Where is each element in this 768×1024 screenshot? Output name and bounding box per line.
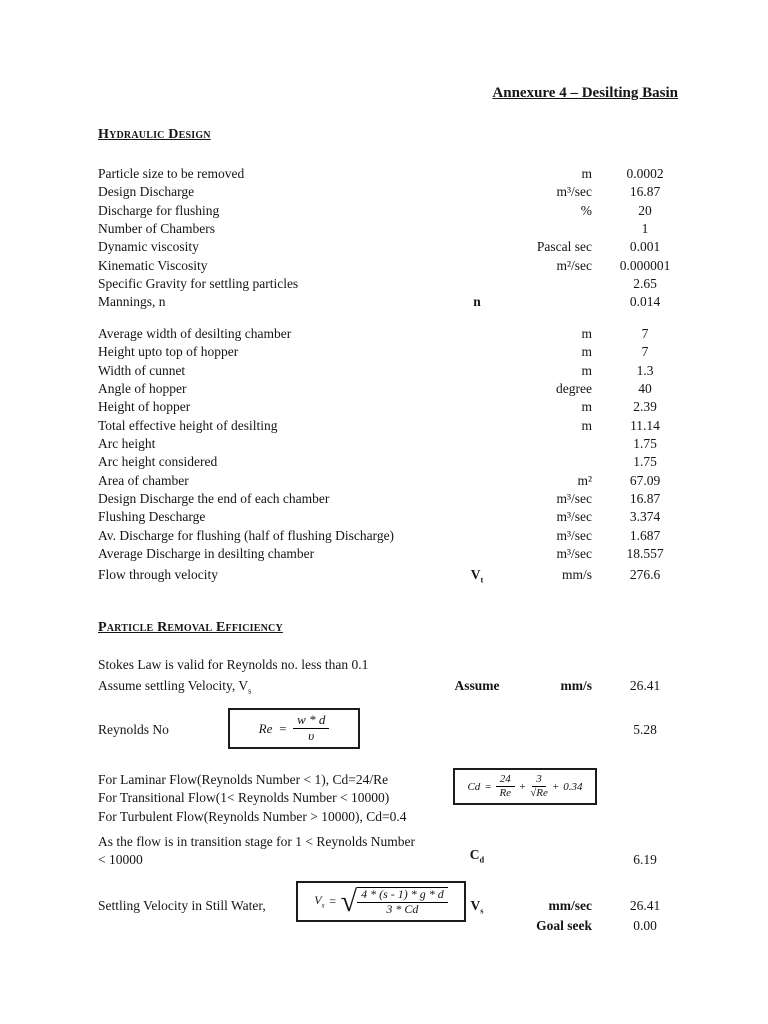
cd-formula: [453, 768, 597, 805]
page-title: Annexure 4 – Desilting Basin: [492, 85, 678, 101]
row-label: Average width of desilting chamber: [98, 326, 292, 341]
row-value: 20: [638, 202, 652, 218]
row-unit: m³/sec: [556, 184, 592, 200]
row-label: Arc height considered: [98, 454, 218, 470]
table-row: [98, 343, 698, 361]
formula-constant: 0.34: [563, 780, 583, 793]
table-row: [98, 183, 698, 201]
row-unit: mm/s: [560, 678, 592, 693]
table-row: [98, 566, 698, 590]
table-row: [98, 508, 698, 526]
row-value: 11.14: [630, 417, 660, 433]
table-row: [98, 472, 698, 490]
hydraulic-table-b: [98, 325, 698, 591]
row-value: 2.39: [633, 399, 657, 415]
goalseek-row: [98, 917, 698, 935]
row-label: Angle of hopper: [98, 381, 187, 397]
row-label: Assume settling Velocity, $V_s$: [98, 678, 252, 696]
equals-sign: =: [328, 894, 337, 908]
row-unit: m: [581, 326, 592, 341]
radical-sign: √: [340, 884, 358, 918]
fraction: $\frac{w * d}{\upsilon}$: [293, 713, 329, 744]
row-label: Particle size to be removed: [98, 166, 245, 181]
row-value: 26.41: [629, 678, 661, 693]
table-row: [98, 257, 698, 275]
fraction: $\frac{24}{Re}$: [496, 773, 515, 799]
hydraulic-table-a: [98, 165, 698, 312]
note-line: For Turbulent Flow(Reynolds Number > 10000), Cd=0.4: [98, 808, 407, 824]
row-unit: m: [581, 344, 592, 360]
row-value: 0.001: [629, 239, 661, 255]
fraction: $\frac{3}{√Re}$: [530, 773, 548, 799]
row-unit: Pascal sec: [536, 239, 592, 255]
row-value: 16.87: [629, 491, 661, 507]
table-row: [98, 293, 698, 311]
row-value: 7: [641, 344, 649, 360]
row-unit: m: [581, 362, 592, 378]
table-row: [98, 325, 698, 343]
row-value: 0.000001: [619, 257, 671, 273]
row-value: 1.687: [629, 527, 661, 543]
table-row: [98, 398, 698, 416]
vs-formula: [296, 881, 466, 922]
row-label: Average Discharge in desilting chamber: [98, 546, 315, 562]
reynolds-formula: [228, 708, 360, 749]
formula-lhs: Cd: [467, 780, 481, 793]
row-label: Av. Discharge for flushing (half of flushing Discharge): [98, 527, 395, 543]
row-unit: m³/sec: [556, 527, 592, 543]
vs-symbol: $V_s$: [470, 898, 484, 916]
table-row: [98, 362, 698, 380]
formula-lhs: Re: [258, 720, 273, 736]
row-value: 18.557: [626, 546, 664, 562]
row-value: 7: [641, 326, 649, 341]
row-unit: mm/s: [561, 567, 592, 583]
cd-symbol: $C_d$: [469, 846, 485, 865]
row-value: 0.014: [629, 294, 661, 310]
row-label: Total effective height of desilting: [98, 417, 278, 433]
plus-sign: +: [518, 780, 527, 793]
note-line: For Laminar Flow(Reynolds Number < 1), Cd=24/Re: [98, 772, 389, 787]
table-row: [98, 275, 698, 293]
table-row: [98, 238, 698, 256]
row-unit: degree: [556, 381, 592, 397]
row-value: 1.75: [633, 454, 657, 470]
reynolds-row: [98, 721, 698, 739]
row-unit: m: [581, 399, 592, 415]
row-label: Kinematic Viscosity: [98, 257, 208, 273]
table-row: [98, 527, 698, 545]
formula-lhs: $V_s$: [314, 893, 325, 910]
row-unit: m²: [577, 472, 592, 488]
row-value: 16.87: [629, 184, 661, 200]
table-row: [98, 435, 698, 453]
row-unit: %: [580, 202, 592, 218]
row-value: 276.6: [629, 567, 661, 583]
table-row: [98, 202, 698, 220]
row-value: 67.09: [629, 472, 661, 488]
row-value: 1.75: [633, 436, 657, 452]
goalseek-value: 0.00: [633, 918, 657, 933]
table-row: [98, 220, 698, 238]
table-row: [98, 453, 698, 471]
stokes-note: Stokes Law is valid for Reynolds no. less than 0.1: [98, 657, 369, 672]
row-label: Width of cunnet: [98, 362, 186, 378]
goalseek-label: Goal seek: [536, 918, 592, 933]
row-label: Design Discharge the end of each chamber: [98, 491, 330, 507]
row-label: Discharge for flushing: [98, 202, 220, 218]
row-label: Area of chamber: [98, 472, 189, 488]
cd-value: 6.19: [633, 852, 657, 868]
row-value: 3.374: [629, 509, 661, 525]
equals-sign: =: [484, 780, 492, 793]
reynolds-label: Reynolds No: [98, 722, 169, 737]
row-symbol: n: [473, 294, 481, 310]
table-row: [98, 417, 698, 435]
row-label: Dynamic viscosity: [98, 239, 199, 255]
table-row: [98, 490, 698, 508]
transition-note: As the flow is in transition stage for 1 < Reynolds Number < 10000: [98, 834, 415, 868]
plus-sign: +: [551, 780, 560, 793]
row-value: 1.3: [636, 362, 654, 378]
assume-row: [98, 677, 698, 701]
row-value: 40: [638, 381, 652, 397]
row-label: Design Discharge: [98, 184, 195, 200]
row-label: Arc height: [98, 436, 156, 452]
row-unit: m³/sec: [556, 491, 592, 507]
vs-unit: mm/sec: [548, 898, 592, 913]
row-label: Flow through velocity: [98, 567, 218, 583]
row-unit: m³/sec: [556, 546, 592, 562]
equals-sign: =: [278, 720, 288, 736]
row-label: Flushing Descharge: [98, 509, 206, 525]
table-row: [98, 165, 698, 183]
row-unit: m: [581, 417, 592, 433]
section-heading-particle: Particle Removal Efficiency: [98, 620, 283, 635]
note-line: For Transitional Flow(1< Reynolds Number < 10000): [98, 790, 390, 806]
transition-row: [98, 833, 698, 870]
row-unit: m³/sec: [556, 509, 592, 525]
row-unit: m²/sec: [556, 257, 592, 273]
row-label: Height upto top of hopper: [98, 344, 239, 360]
row-value: 0.0002: [626, 166, 664, 181]
row-label: Mannings, n: [98, 294, 166, 310]
reynolds-value: 5.28: [633, 722, 657, 737]
row-symbol: Assume: [454, 678, 500, 693]
reynolds-block: [98, 708, 698, 752]
section-heading-hydraulic: Hydraulic Design: [98, 127, 211, 142]
row-symbol: $V_t$: [470, 567, 484, 586]
row-value: 1: [641, 221, 649, 237]
table-row: [98, 380, 698, 398]
table-row: [98, 545, 698, 563]
flow-regime-notes: [98, 771, 698, 826]
vs-value: 26.41: [629, 898, 661, 913]
row-unit: m: [581, 166, 592, 181]
row-label: Height of hopper: [98, 399, 191, 415]
row-label: Number of Chambers: [98, 221, 215, 237]
fraction: $\frac{4 * (s - 1) * g * d}{3 * Cd}$: [357, 887, 448, 917]
settling-label: Settling Velocity in Still Water,: [98, 898, 266, 913]
row-value: 2.65: [633, 276, 657, 292]
row-label: Specific Gravity for settling particles: [98, 276, 299, 292]
